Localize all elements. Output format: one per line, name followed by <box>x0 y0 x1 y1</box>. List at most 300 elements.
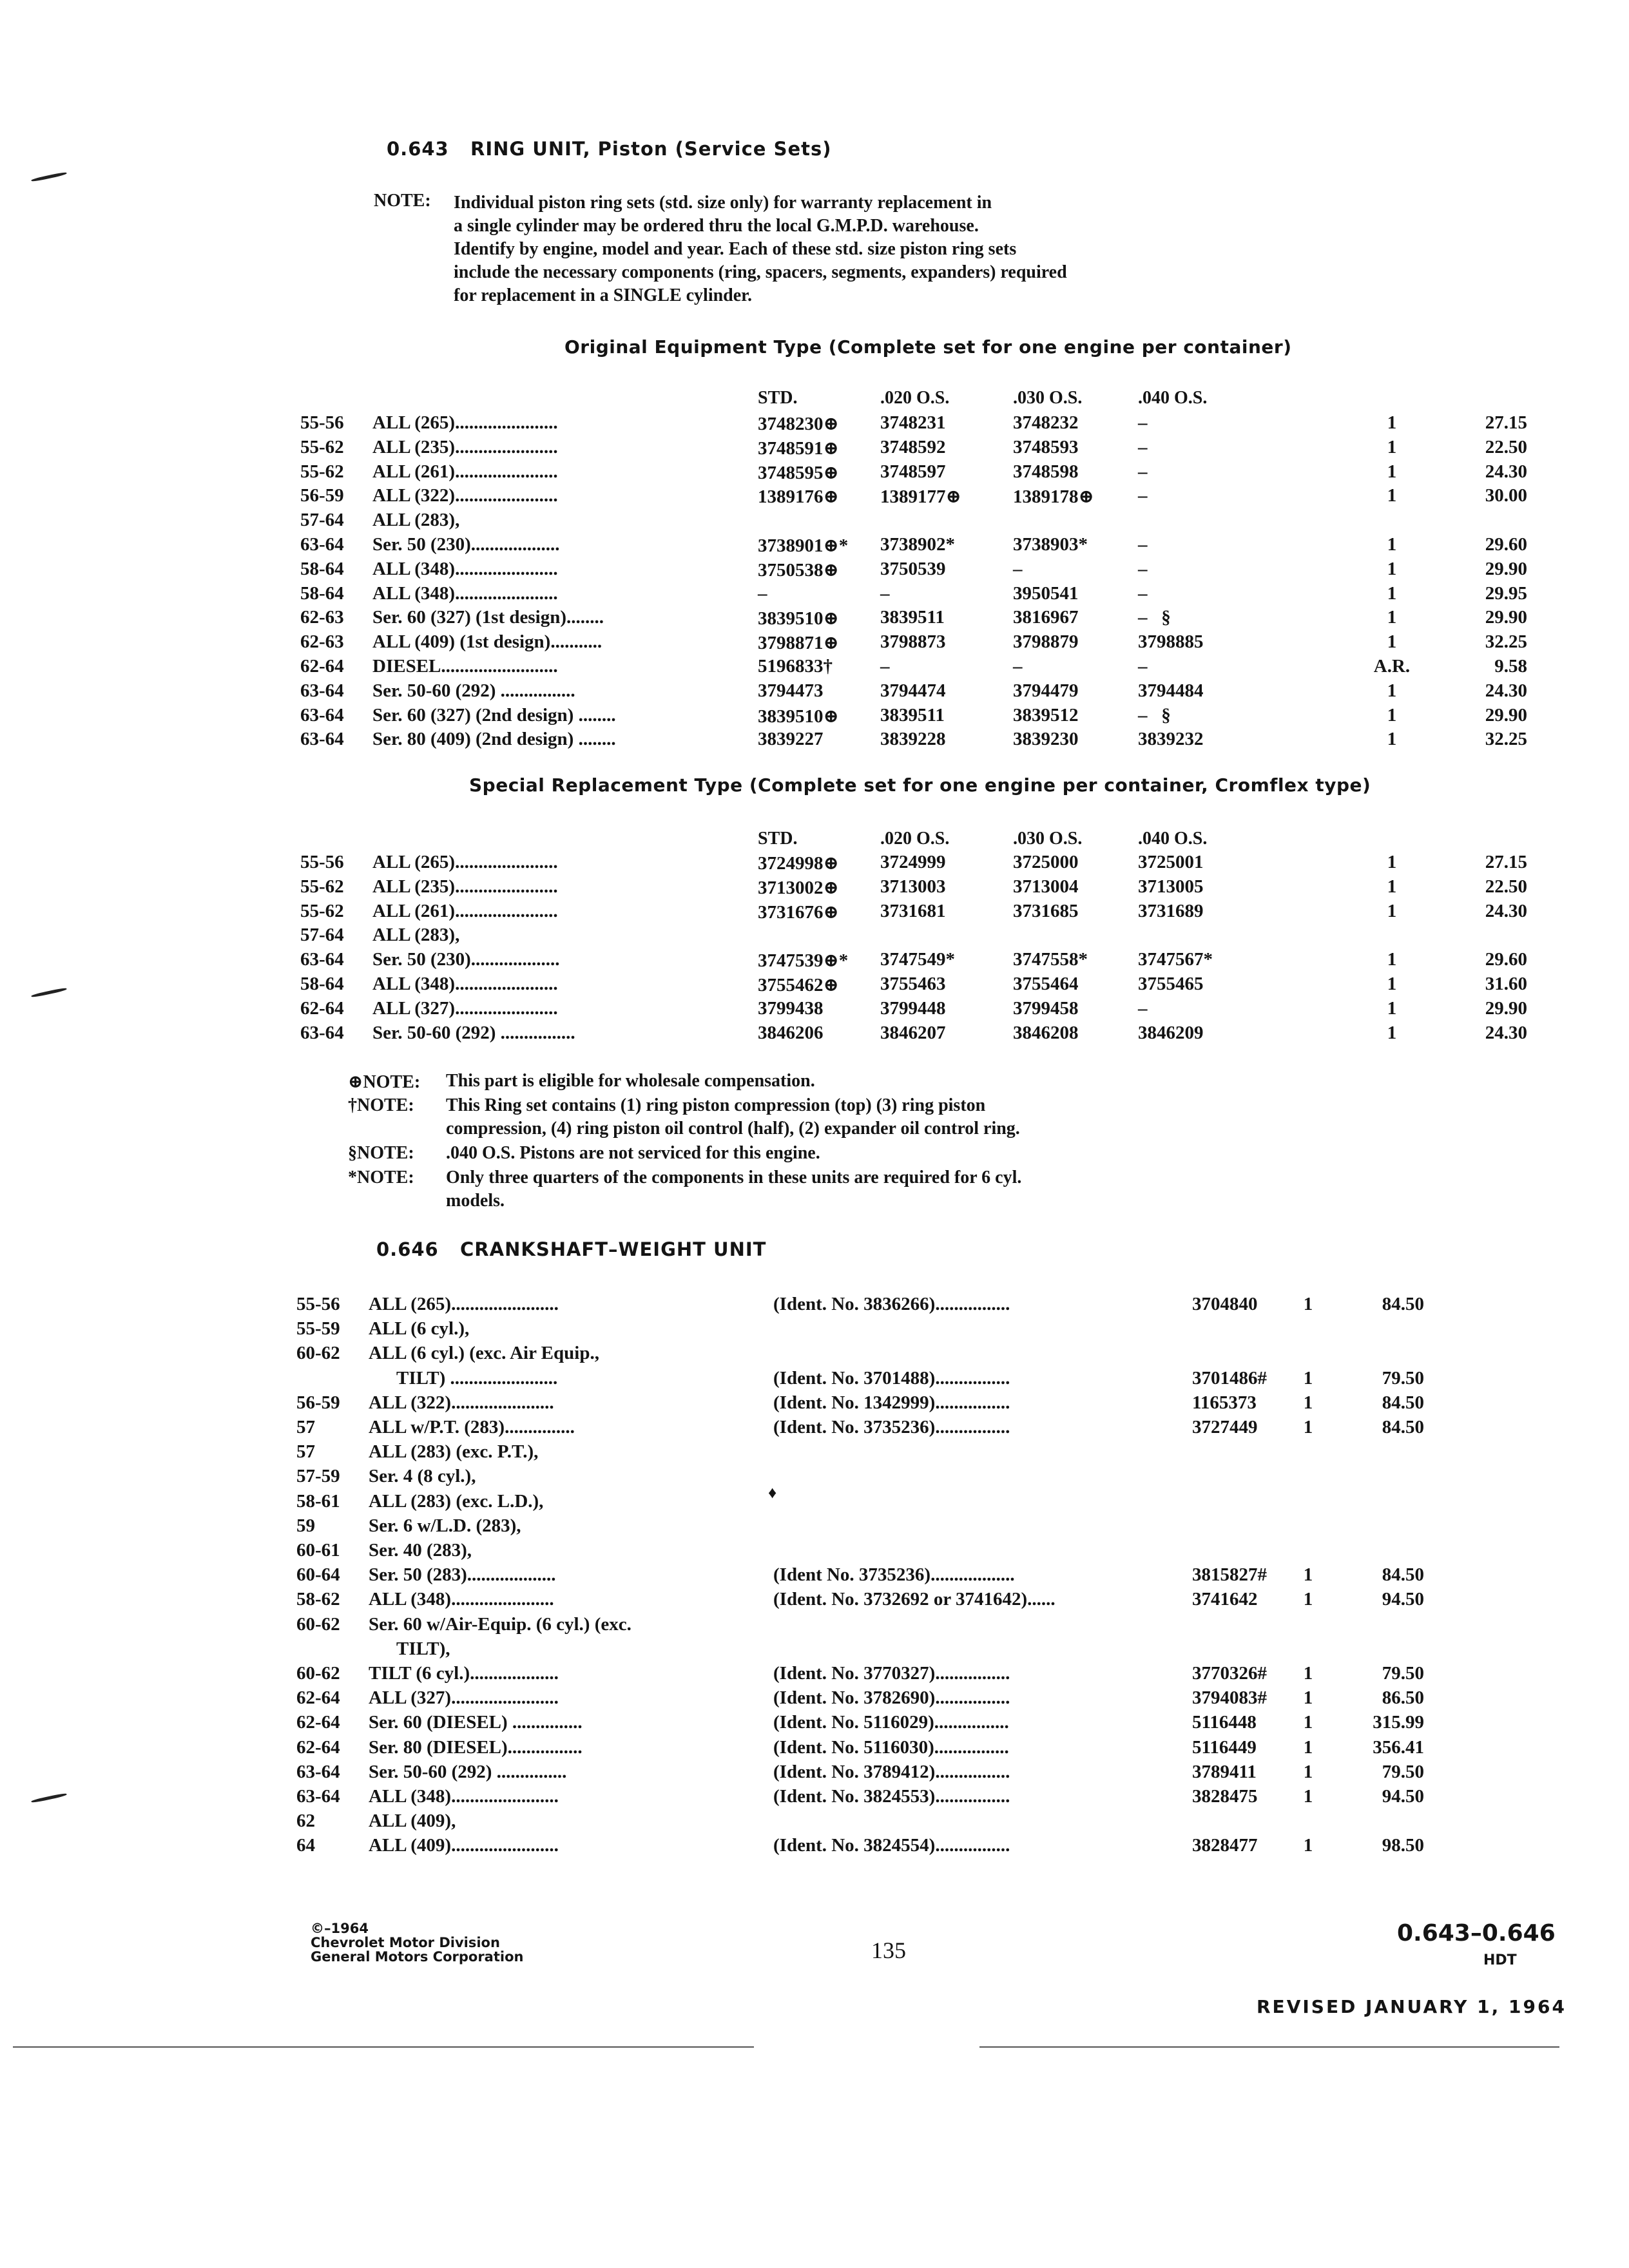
year-range: 60-62 <box>296 1663 340 1684</box>
os020-part: 3738902* <box>880 534 955 555</box>
os030-part: 3748593 <box>1013 436 1079 457</box>
footnote-text: compression, (4) ring piston oil control (half), (2) expander oil control ring. <box>446 1119 1020 1139</box>
os040-part: – <box>1138 436 1148 457</box>
table-row <box>0 1343 1629 1367</box>
model-desc: ALL (327)....................... <box>369 1687 559 1709</box>
std-part: 3846206 <box>758 1022 824 1043</box>
quantity: A.R. <box>1373 656 1411 677</box>
quantity: 1 <box>1387 704 1397 726</box>
note-line: for replacement in a SINGLE cylinder. <box>454 285 753 305</box>
year-range: 55-56 <box>296 1294 340 1314</box>
ident-number: (Ident. No. 1342999)................ <box>773 1392 1010 1413</box>
std-part: 3748230⊕ <box>758 414 839 434</box>
note-label: NOTE: <box>374 191 431 211</box>
footnote-label: §NOTE: <box>348 1143 414 1163</box>
os040-part: – <box>1138 558 1148 579</box>
price: 22.50 <box>1485 876 1527 897</box>
quantity: 1 <box>1387 534 1397 555</box>
table-row <box>0 485 1629 510</box>
table-row <box>0 705 1629 729</box>
quantity: 1 <box>1387 729 1397 750</box>
column-header: .030 O.S. <box>1013 388 1083 408</box>
std-part: 5196833† <box>758 656 833 677</box>
price: 84.50 <box>1382 1564 1424 1586</box>
table-row <box>0 1811 1629 1835</box>
os030-part: 3839230 <box>1013 729 1079 750</box>
part-number: 3770326# <box>1192 1663 1267 1684</box>
quantity: 1 <box>1303 1712 1313 1733</box>
year-range: 63-64 <box>300 1022 344 1043</box>
part-number: 5116448 <box>1192 1712 1257 1733</box>
price: 315.99 <box>1373 1712 1424 1733</box>
model-desc: Ser. 50 (230)................... <box>372 534 560 555</box>
model-desc: Ser. 50-60 (292) ............... <box>369 1761 567 1782</box>
price: 31.60 <box>1485 974 1527 994</box>
table-row <box>0 1835 1629 1860</box>
table-row <box>0 1663 1629 1687</box>
column-header: .030 O.S. <box>1013 829 1083 849</box>
model-desc: ALL (322)...................... <box>372 485 558 506</box>
note-line: Identify by engine, model and year. Each of these std. size piston ring sets <box>454 239 1017 259</box>
year-range: 55-62 <box>300 436 344 457</box>
note-line: a single cylinder may be ordered thru the local G.M.P.D. warehouse. <box>454 216 979 236</box>
price: 9.58 <box>1494 656 1527 677</box>
os020-part: 1389177⊕ <box>880 486 961 508</box>
model-desc: ALL (261)...................... <box>372 900 558 921</box>
part-number: 3789411 <box>1192 1761 1257 1782</box>
quantity: 1 <box>1387 485 1397 506</box>
os020-part: 3794474 <box>880 680 946 701</box>
table-row <box>0 656 1629 680</box>
table-row <box>0 607 1629 631</box>
table-row <box>0 1589 1629 1613</box>
std-part: 1389176⊕ <box>758 486 839 508</box>
quantity: 1 <box>1303 1663 1313 1684</box>
os040-part: 3747567* <box>1138 949 1213 970</box>
std-part: 3839510⊕ <box>758 706 839 727</box>
table-row <box>0 876 1629 901</box>
footnote-label: ⊕NOTE: <box>348 1072 421 1092</box>
table-row <box>0 1540 1629 1564</box>
os020-part: 3748231 <box>880 412 946 433</box>
std-part: 3748591⊕ <box>758 437 839 459</box>
std-part: 3748595⊕ <box>758 462 839 483</box>
os040-part: – <box>1138 582 1148 604</box>
section-heading-0646: 0.646 CRANKSHAFT–WEIGHT UNIT <box>376 1238 767 1260</box>
table-row <box>0 949 1629 974</box>
quantity: 1 <box>1387 558 1397 579</box>
quantity: 1 <box>1387 461 1397 482</box>
price: 27.15 <box>1485 852 1527 872</box>
year-range: 62-63 <box>300 607 344 628</box>
year-range: 62-64 <box>300 656 344 677</box>
os020-part: 3839228 <box>880 729 946 750</box>
price: 84.50 <box>1382 1294 1424 1314</box>
table-row <box>0 974 1629 998</box>
std-part: 3839227 <box>758 729 824 750</box>
year-range: 55-56 <box>300 412 344 433</box>
model-desc: Ser. 80 (DIESEL)................ <box>369 1736 583 1758</box>
part-number: 3741642 <box>1192 1589 1258 1610</box>
os040-part: 3798885 <box>1138 631 1204 653</box>
std-part: 3799438 <box>758 997 824 1019</box>
quantity: 1 <box>1387 412 1397 433</box>
table-row <box>0 534 1629 559</box>
model-desc: ALL (283) (exc. P.T.), <box>369 1441 539 1463</box>
model-desc: ALL (265)...................... <box>372 412 558 433</box>
os020-part: 3724999 <box>880 852 946 872</box>
std-part: – <box>758 582 767 604</box>
os020-part: – <box>880 582 890 604</box>
year-range: 60-62 <box>296 1343 340 1364</box>
os030-part: 3731685 <box>1013 900 1079 921</box>
os030-part: 3794479 <box>1013 680 1079 701</box>
footnote-label: †NOTE: <box>348 1095 414 1115</box>
std-part: 3755462⊕ <box>758 975 839 995</box>
quantity: 1 <box>1303 1736 1313 1758</box>
std-part: 3731676⊕ <box>758 901 839 923</box>
os040-part: – § <box>1138 704 1171 726</box>
os020-part: 3713003 <box>880 876 946 897</box>
table-row <box>0 1786 1629 1811</box>
year-range: 57-64 <box>300 510 344 531</box>
table-row <box>0 1491 1629 1515</box>
os020-part: 3748597 <box>880 461 946 482</box>
part-number: 3828475 <box>1192 1786 1258 1807</box>
table-title-special-replacement: Special Replacement Type (Complete set for one engine per container, Cromflex type) <box>469 774 1371 796</box>
price: 29.90 <box>1485 997 1527 1019</box>
ident-number: (Ident. No. 3770327)................ <box>773 1663 1010 1684</box>
price: 30.00 <box>1485 485 1527 506</box>
part-number: 5116449 <box>1192 1736 1257 1758</box>
copyright-line: General Motors Corporation <box>311 1949 524 1965</box>
os020-part: 3799448 <box>880 997 946 1019</box>
table-row <box>0 680 1629 705</box>
quantity: 1 <box>1303 1417 1313 1437</box>
table-row <box>0 1614 1629 1639</box>
os030-part: 3713004 <box>1013 876 1079 897</box>
part-number: 3828477 <box>1192 1835 1258 1856</box>
price: 79.50 <box>1382 1761 1424 1782</box>
year-range: 55-62 <box>300 876 344 897</box>
ident-number: (Ident No. 3735236).................. <box>773 1564 1015 1586</box>
table-row <box>0 412 1629 437</box>
ident-number: (Ident. No. 3824553)................ <box>773 1786 1010 1807</box>
year-range: 63-64 <box>296 1786 340 1807</box>
table-row <box>0 1762 1629 1786</box>
part-number: 3727449 <box>1192 1417 1258 1437</box>
table-row <box>0 631 1629 656</box>
model-desc: ALL (348)...................... <box>372 582 558 604</box>
os030-part: – <box>1013 656 1023 677</box>
quantity: 1 <box>1387 876 1397 897</box>
year-range: 62 <box>296 1811 315 1832</box>
price: 94.50 <box>1382 1786 1424 1807</box>
year-range: 63-64 <box>300 534 344 555</box>
quantity: 1 <box>1303 1835 1313 1856</box>
footer-rule-right <box>979 2046 1559 2048</box>
model-desc: ALL (283), <box>372 925 460 946</box>
part-number: 3701486# <box>1192 1367 1267 1389</box>
table-row <box>0 1417 1629 1441</box>
year-range: 62-64 <box>296 1736 340 1758</box>
std-part: 3750538⊕ <box>758 559 839 581</box>
quantity: 1 <box>1303 1392 1313 1413</box>
part-number: 1165373 <box>1192 1392 1257 1413</box>
quantity: 1 <box>1387 680 1397 701</box>
table-header <box>0 829 1629 853</box>
copyright-line: ©–1964 <box>311 1921 369 1936</box>
price: 27.15 <box>1485 412 1527 433</box>
year-range: 58-62 <box>296 1589 340 1610</box>
os030-part: 3738903* <box>1013 534 1088 555</box>
footnote-text: .040 O.S. Pistons are not serviced for this engine. <box>446 1143 820 1163</box>
ident-number: (Ident. No. 3732692 or 3741642)...... <box>773 1589 1055 1610</box>
year-range: 62-64 <box>300 997 344 1019</box>
table-row <box>0 1318 1629 1343</box>
margin-mark-top <box>31 171 67 182</box>
model-desc: Ser. 80 (409) (2nd design) ........ <box>372 729 616 750</box>
footnote-label: *NOTE: <box>348 1168 414 1187</box>
model-desc: ALL (283) (exc. L.D.), <box>369 1490 544 1512</box>
year-range: 58-64 <box>300 974 344 994</box>
ident-number: (Ident. No. 3789412)................ <box>773 1761 1010 1782</box>
model-desc: Ser. 60 (327) (2nd design) ........ <box>372 704 616 726</box>
quantity: 1 <box>1387 631 1397 653</box>
footer-rule-left <box>13 2046 754 2048</box>
model-desc: TILT) ....................... <box>369 1367 558 1389</box>
table-header <box>0 388 1629 412</box>
footnote-text: This part is eligible for wholesale compensation. <box>446 1071 815 1091</box>
year-range: 62-64 <box>296 1712 340 1733</box>
note-line: include the necessary components (ring, spacers, segments, expanders) required <box>454 262 1067 282</box>
year-range: 57-59 <box>296 1466 340 1487</box>
model-desc: TILT), <box>369 1638 450 1659</box>
copyright-line: Chevrolet Motor Division <box>311 1935 500 1950</box>
price: 29.90 <box>1485 704 1527 726</box>
price: 29.60 <box>1485 534 1527 555</box>
quantity: 1 <box>1303 1786 1313 1807</box>
table-row <box>0 925 1629 949</box>
os030-part: 3846208 <box>1013 1022 1079 1043</box>
model-desc: Ser. 60 w/Air-Equip. (6 cyl.) (exc. <box>369 1613 631 1635</box>
price: 24.30 <box>1485 1022 1527 1043</box>
year-range: 55-59 <box>296 1318 340 1340</box>
table-row <box>0 510 1629 534</box>
model-desc: ALL (6 cyl.), <box>369 1318 470 1340</box>
model-desc: ALL (235)...................... <box>372 436 558 457</box>
ident-number: (Ident. No. 3782690)................ <box>773 1687 1010 1709</box>
table-row <box>0 729 1629 753</box>
price: 32.25 <box>1485 631 1527 653</box>
os040-part: – <box>1138 656 1148 677</box>
quantity: 1 <box>1387 852 1397 872</box>
model-desc: DIESEL......................... <box>372 656 558 677</box>
price: 94.50 <box>1382 1589 1424 1610</box>
year-range: 63-64 <box>300 729 344 750</box>
page-number: 135 <box>871 1937 906 1963</box>
os020-part: 3839511 <box>880 607 945 628</box>
std-part: 3724998⊕ <box>758 853 839 874</box>
table-row <box>0 461 1629 486</box>
price: 29.95 <box>1485 582 1527 604</box>
price: 29.60 <box>1485 949 1527 970</box>
section-subcode: HDT <box>1483 1952 1517 1968</box>
os040-part: – <box>1138 461 1148 482</box>
year-range: 55-62 <box>300 900 344 921</box>
price: 29.90 <box>1485 558 1527 579</box>
table-row <box>0 1466 1629 1490</box>
os020-part: 3839511 <box>880 704 945 726</box>
price: 24.30 <box>1485 680 1527 701</box>
year-range: 55-56 <box>300 852 344 872</box>
model-desc: Ser. 60 (DIESEL) ............... <box>369 1712 583 1733</box>
year-range: 57-64 <box>300 925 344 946</box>
model-desc: ALL (327)...................... <box>372 997 558 1019</box>
quantity: 1 <box>1387 900 1397 921</box>
footnote-text: models. <box>446 1191 505 1211</box>
model-desc: ALL (348)...................... <box>369 1589 554 1610</box>
model-desc: Ser. 60 (327) (1st design)........ <box>372 607 604 628</box>
price: 86.50 <box>1382 1687 1424 1709</box>
section-code: 0.643–0.646 <box>1397 1920 1556 1946</box>
price: 356.41 <box>1373 1736 1424 1758</box>
model-desc: ALL (261)...................... <box>372 461 558 482</box>
os020-part: 3755463 <box>880 974 946 994</box>
ident-number: (Ident. No. 3824554)................ <box>773 1835 1010 1856</box>
table-row <box>0 1441 1629 1466</box>
model-desc: ALL (409) (1st design)........... <box>372 631 602 653</box>
table-row <box>0 1564 1629 1589</box>
os020-part: 3747549* <box>880 949 955 970</box>
model-desc: ALL (348)...................... <box>372 974 558 994</box>
footnote-text: This Ring set contains (1) ring piston compression (top) (3) ring piston <box>446 1095 986 1115</box>
table-row <box>0 1392 1629 1417</box>
model-desc: Ser. 50-60 (292) ................ <box>372 680 575 701</box>
os040-part: – <box>1138 485 1148 506</box>
table-row <box>0 437 1629 461</box>
os030-part: 3839512 <box>1013 704 1079 726</box>
price: 79.50 <box>1382 1663 1424 1684</box>
model-desc: ALL w/P.T. (283)............... <box>369 1417 575 1437</box>
bullet-mark: ♦ <box>768 1483 777 1502</box>
ident-number: (Ident. No. 3701488)................ <box>773 1367 1010 1389</box>
quantity: 1 <box>1387 949 1397 970</box>
table-row <box>0 901 1629 925</box>
model-desc: Ser. 6 w/L.D. (283), <box>369 1515 521 1536</box>
quantity: 1 <box>1387 997 1397 1019</box>
os040-part: 3713005 <box>1138 876 1204 897</box>
ident-number: (Ident. No. 5116029)................ <box>773 1712 1009 1733</box>
table-row <box>0 1712 1629 1736</box>
os030-part: 3748232 <box>1013 412 1079 433</box>
os030-part: – <box>1013 558 1023 579</box>
year-range: 63-64 <box>300 949 344 970</box>
table-row <box>0 583 1629 608</box>
year-range: 56-59 <box>300 485 344 506</box>
year-range: 58-64 <box>300 558 344 579</box>
os030-part: 3755464 <box>1013 974 1079 994</box>
table-row <box>0 1294 1629 1318</box>
year-range: 58-64 <box>300 582 344 604</box>
year-range: 63-64 <box>300 680 344 701</box>
year-range: 60-62 <box>296 1613 340 1635</box>
year-range: 62-63 <box>300 631 344 653</box>
model-desc: Ser. 40 (283), <box>369 1540 472 1561</box>
model-desc: ALL (348)...................... <box>372 558 558 579</box>
revised-date: REVISED JANUARY 1, 1964 <box>1257 1996 1566 2017</box>
quantity: 1 <box>1387 436 1397 457</box>
model-desc: ALL (265)...................... <box>372 852 558 872</box>
model-desc: Ser. 50-60 (292) ................ <box>372 1022 575 1043</box>
model-desc: Ser. 50 (283)................... <box>369 1564 556 1586</box>
model-desc: ALL (235)...................... <box>372 876 558 897</box>
os030-part: 3950541 <box>1013 582 1079 604</box>
year-range: 63-64 <box>296 1761 340 1782</box>
os030-part: 3747558* <box>1013 949 1088 970</box>
os040-part: 3846209 <box>1138 1022 1204 1043</box>
year-range: 62-64 <box>296 1687 340 1709</box>
note-line: Individual piston ring sets (std. size only) for warranty replacement in <box>454 193 992 213</box>
os040-part: 3839232 <box>1138 729 1204 750</box>
quantity: 1 <box>1303 1761 1313 1782</box>
os040-part: 3755465 <box>1138 974 1204 994</box>
column-header: STD. <box>758 388 798 408</box>
model-desc: Ser. 50 (230)................... <box>372 949 560 970</box>
model-desc: TILT (6 cyl.)................... <box>369 1663 559 1684</box>
year-range: 60-64 <box>296 1564 340 1586</box>
column-header: STD. <box>758 829 798 849</box>
section-heading-0643: 0.643 RING UNIT, Piston (Service Sets) <box>387 138 832 160</box>
year-range: 55-62 <box>300 461 344 482</box>
year-range: 56-59 <box>296 1392 340 1413</box>
price: 84.50 <box>1382 1417 1424 1437</box>
quantity: 1 <box>1387 607 1397 628</box>
os030-part: 3799458 <box>1013 997 1079 1019</box>
quantity: 1 <box>1387 582 1397 604</box>
ident-number: (Ident. No. 5116030)................ <box>773 1736 1009 1758</box>
price: 24.30 <box>1485 461 1527 482</box>
table-row <box>0 559 1629 583</box>
os040-part: – <box>1138 412 1148 433</box>
os020-part: 3750539 <box>880 558 946 579</box>
model-desc: ALL (283), <box>372 510 460 531</box>
column-header: .020 O.S. <box>880 388 950 408</box>
model-desc: Ser. 4 (8 cyl.), <box>369 1466 476 1487</box>
os030-part: 1389178⊕ <box>1013 486 1094 508</box>
os030-part: 3748598 <box>1013 461 1079 482</box>
year-range: 58-61 <box>296 1490 340 1512</box>
part-number: 3794083# <box>1192 1687 1267 1709</box>
quantity: 1 <box>1303 1564 1313 1586</box>
os040-part: – <box>1138 997 1148 1019</box>
table-title-original-equipment: Original Equipment Type (Complete set for one engine per container) <box>564 336 1292 358</box>
os040-part: 3794484 <box>1138 680 1204 701</box>
footnote-text: Only three quarters of the components in these units are required for 6 cyl. <box>446 1168 1022 1187</box>
year-range: 60-61 <box>296 1540 340 1561</box>
table-row <box>0 1368 1629 1392</box>
os020-part: 3731681 <box>880 900 946 921</box>
model-desc: ALL (409), <box>369 1811 456 1832</box>
column-header: .020 O.S. <box>880 829 950 849</box>
quantity: 1 <box>1387 974 1397 994</box>
os020-part: 3846207 <box>880 1022 946 1043</box>
std-part: 3798871⊕ <box>758 633 839 654</box>
year-range: 63-64 <box>300 704 344 726</box>
os040-part: 3725001 <box>1138 852 1204 872</box>
price: 29.90 <box>1485 607 1527 628</box>
os020-part: – <box>880 656 890 677</box>
